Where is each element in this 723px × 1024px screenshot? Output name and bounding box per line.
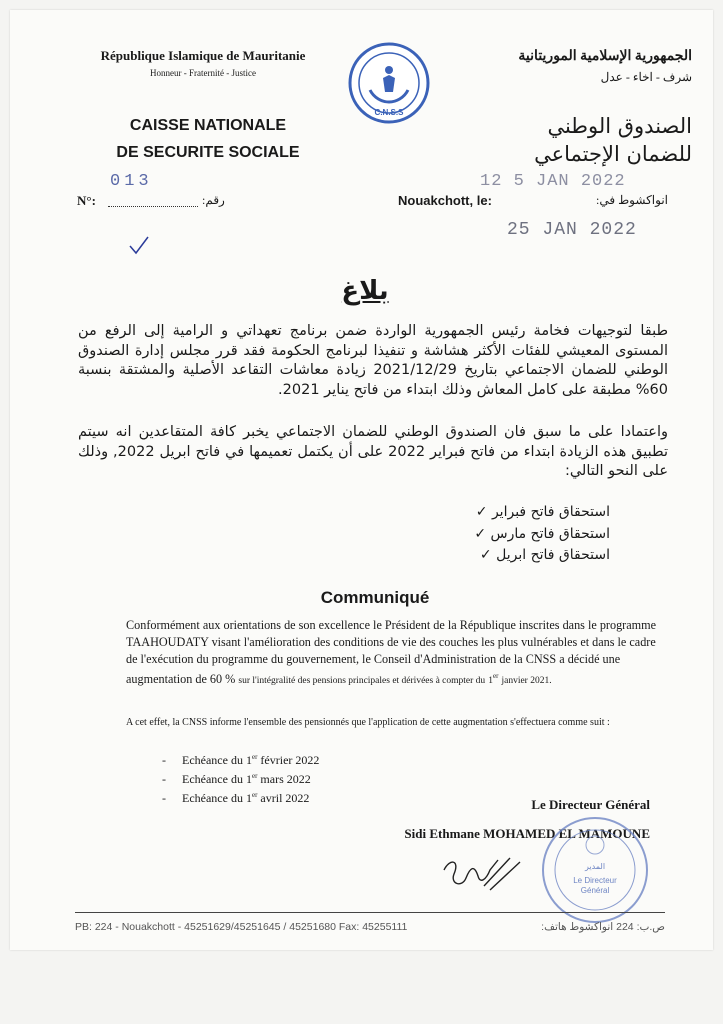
fr-organization-name [88,112,328,166]
official-seal-icon [540,815,650,925]
date-label-ar: انواكشوط في: [596,193,668,207]
ar-org-line1: الصندوق الوطني [547,114,692,138]
ar-motto: شرف - اخاء - عدل [600,70,692,84]
fr-republic-name: République Islamique de Mauritanie [100,48,306,63]
footer-divider [75,912,665,913]
date-stamp-1: 12 5 JAN 2022 [480,172,626,191]
logo-text: C.N.S.S [374,108,404,117]
french-schedule-item: - Echéance du 1er avril 2022 [162,787,319,806]
fr-motto: Honneur - Fraternité - Justice [150,68,256,78]
seal-line-3: Général [580,886,610,895]
director-title: Le Directeur Général [531,797,650,812]
arabic-schedule-item: استحقاق فاتح ابريل ✓ [479,547,610,563]
seal-line-2: Le Directeur [573,876,617,885]
french-schedule-list [162,749,319,806]
reference-number-line [108,206,198,207]
reference-number-stamp: 013 [110,172,153,191]
footer-contact [75,921,665,933]
arabic-paragraph-1: طبقا لتوجيهات فخامة رئيس الجمهورية الواردة ضمن برنامج تعهداتي و الرامية إلى الرفع من المستوى المعيشي للفئات الأكثر هشاشة و تنفيذا لبرنامج الحكومة فقد قرر مجلس إدارة الصندوق الوطني للضمان الاجتماعي بتاريخ 2021/12/29 زيادة معاشات التقاعد الأصلية والمشتقة بنسبة 60% مطبقة على كامل المعاش وذلك ابتداء من فاتح يناير 2021. [78,323,668,398]
seal-line-1: المدير [584,862,606,871]
french-paragraph-1-main: Conformément aux orientations de son excellence le Président de la République inscrites dans le programme TAAHOUDATY visant l'amélioration des conditions de vie des couches les plus vulnérables et dans le cadre de l'exécution du programme du gouvernement, le Conseil d'Administration de la CNSS a décidé une augmentation de 60 % [126,618,656,687]
fr-org-line1: CAISSE NATIONALE [129,117,287,134]
handwritten-signature [440,850,530,898]
ar-organization-name [452,112,692,168]
ar-org-line2: للضمان الإجتماعي [534,142,692,166]
french-paragraph-1-tail: janvier 2021. [501,676,552,687]
french-schedule-item: - Echéance du 1er février 2022 [162,749,319,768]
arabic-paragraph-2: واعتمادا على ما سبق فان الصندوق الوطني للضمان الاجتماعي يخبر كافة المتقاعدين انه سيتم تطبيق هذه الزيادة ابتداء من فاتح فبراير 2022 على أن يكتمل تعميمها في فاتح ابريل 2022, وذلك على النحو التالي: [78,424,668,479]
french-paragraph-1-small: sur l'intégralité des pensions principales et dérivées à compter du [238,676,486,687]
french-paragraph-2: A cet effet, la CNSS informe l'ensemble des pensionnés que l'application de cette augmentation s'effectuera comme suit : [126,717,610,728]
fr-org-line2: DE SECURITE SOCIALE [116,144,300,161]
reference-number-label: N°: [77,193,96,208]
checkmark-icon [128,234,150,256]
french-paragraph-1 [126,617,666,690]
director-name: Sidi Ethmane MOHAMED EL MAMOUNE [404,826,650,841]
french-paragraph-1-sup: er [492,672,499,680]
ar-republic-name: الجمهورية الإسلامية الموريتانية [518,49,692,64]
footer-contact-ar: ص.ب: 224 انواكشوط هاتف: [541,921,665,933]
arabic-schedule-item: استحقاق فاتح مارس ✓ [474,525,610,542]
date-label-fr: Nouakchott, le: [398,193,492,208]
footer-contact-fr: PB: 224 - Nouakchott - 45251629/45251645 / 45251680 Fax: 45255111 [75,921,408,933]
french-schedule-item: - Echéance du 1er mars 2022 [162,768,319,787]
arabic-schedule-item: استحقاق فاتح فبراير ✓ [475,504,610,520]
arabic-schedule-list [400,502,610,567]
arabic-title: بلاغ [341,276,389,306]
french-paragraph-1-tail-num: 1 [488,676,493,687]
french-title: Communiqué [320,588,430,607]
cnss-logo-icon [348,42,430,124]
date-stamp-2: 25 JAN 2022 [507,220,637,240]
reference-number-label-ar: رقم: [202,193,225,207]
